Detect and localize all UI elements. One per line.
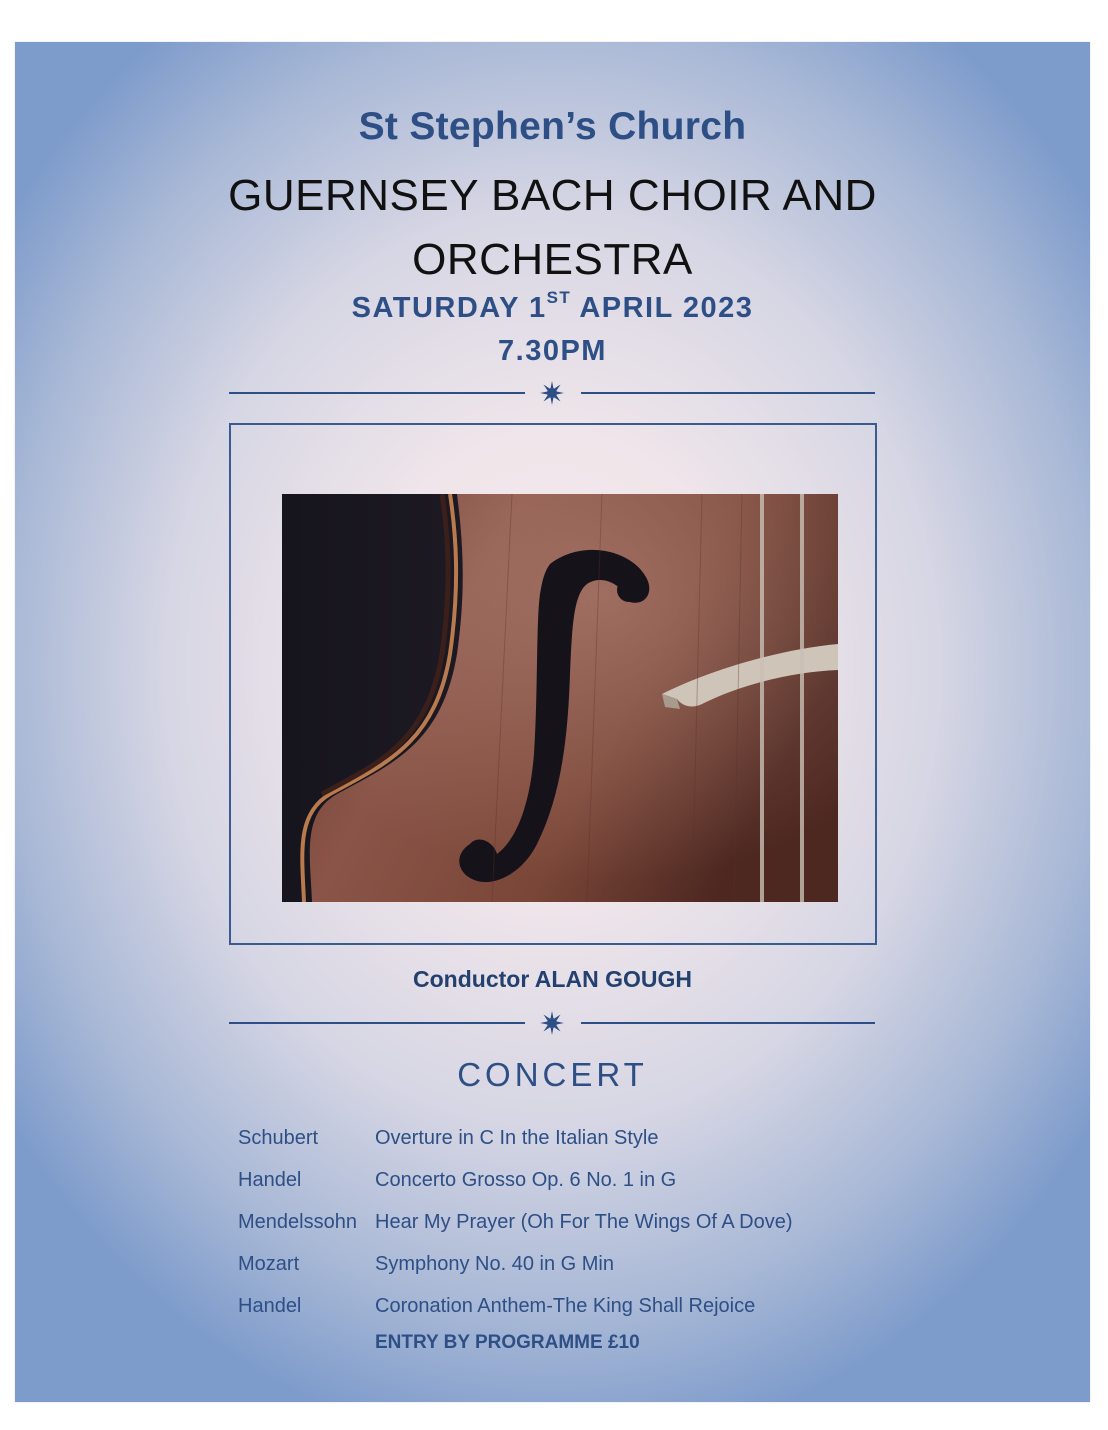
event-date — [15, 288, 1090, 325]
violin-f-hole-photo — [282, 494, 838, 902]
divider-line-left — [229, 1022, 525, 1024]
work-title: Hear My Prayer (Oh For The Wings Of A Dove) — [375, 1210, 793, 1233]
photo-frame — [229, 423, 877, 945]
entry-price: ENTRY BY PROGRAMME £10 — [375, 1332, 640, 1353]
composer: Handel — [238, 1294, 302, 1317]
programme-list — [238, 1117, 793, 1327]
divider-line-right — [581, 1022, 875, 1024]
programme-heading: CONCERT — [457, 1056, 648, 1093]
composer: Mozart — [238, 1252, 300, 1275]
starburst-icon — [540, 381, 564, 405]
event-title: GUERNSEY BACH CHOIR AND ORCHESTRA — [228, 171, 877, 284]
composer: Handel — [238, 1168, 302, 1191]
starburst-icon — [540, 1011, 564, 1035]
composer: Mendelssohn — [238, 1210, 357, 1233]
date-month-year: APRIL 2023 — [579, 292, 754, 324]
concert-poster — [15, 42, 1090, 1402]
programme-item — [238, 1243, 793, 1285]
violin-illustration — [282, 494, 838, 902]
work-title: Overture in C In the Italian Style — [375, 1126, 659, 1149]
programme-item — [238, 1159, 793, 1201]
venue-name: St Stephen’s Church — [358, 105, 747, 148]
divider-line-left — [229, 392, 525, 394]
event-time: 7.30PM — [498, 335, 607, 362]
top-divider — [229, 381, 875, 405]
programme-item — [238, 1285, 793, 1327]
work-title: Coronation Anthem-The King Shall Rejoice — [375, 1294, 756, 1317]
conductor-credit: Conductor ALAN GOUGH — [413, 966, 692, 992]
bottom-divider — [229, 1011, 875, 1035]
work-title: Concerto Grosso Op. 6 No. 1 in G — [375, 1168, 677, 1191]
programme-item — [238, 1201, 793, 1243]
divider-line-right — [581, 392, 875, 394]
date-ordinal: ST — [546, 288, 572, 307]
programme-item — [238, 1117, 793, 1159]
composer: Schubert — [238, 1126, 319, 1149]
work-title: Symphony No. 40 in G Min — [375, 1252, 614, 1275]
date-day: SATURDAY 1 — [351, 292, 547, 324]
